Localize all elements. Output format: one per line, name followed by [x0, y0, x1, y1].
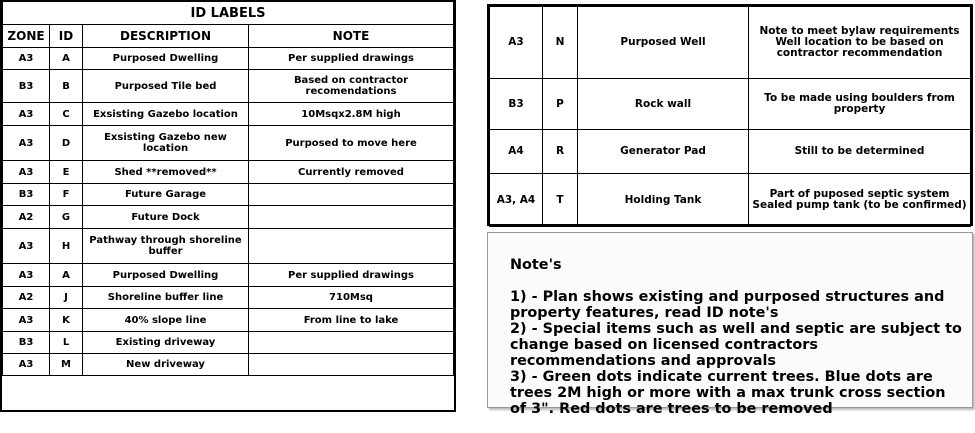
cell-id: C	[50, 103, 83, 126]
table-row	[3, 103, 454, 126]
table-row	[3, 264, 454, 287]
cell-zone: A3	[3, 161, 50, 184]
cell-note: Per supplied drawings	[249, 264, 454, 287]
cell-note	[249, 332, 454, 354]
cell-description: Purposed Tile bed	[83, 70, 249, 103]
cell-description: Exsisting Gazebo location	[83, 103, 249, 126]
cell-note	[249, 184, 454, 206]
cell-description: Existing driveway	[83, 332, 249, 354]
cell-id: R	[543, 130, 578, 174]
cell-description: 40% slope line	[83, 309, 249, 332]
cell-id: F	[50, 184, 83, 206]
cell-zone: A3	[3, 309, 50, 332]
cell-zone: B3	[490, 79, 543, 130]
cell-zone: A3	[3, 48, 50, 70]
id-labels-panel	[0, 0, 456, 412]
cell-zone: A3	[3, 103, 50, 126]
header-zone: ZONE	[3, 25, 50, 48]
table-title: ID LABELS	[3, 2, 454, 25]
cell-id: G	[50, 206, 83, 229]
cell-note: Still to be determined	[749, 130, 971, 174]
cell-zone: A3	[3, 354, 50, 376]
notes-panel	[487, 232, 973, 417]
table-row	[490, 130, 971, 174]
cell-zone: A2	[3, 206, 50, 229]
cell-id: M	[50, 354, 83, 376]
cell-id: H	[50, 229, 83, 264]
note-item: 2) - Special items such as well and septic are subject to change based on licensed contractors recommendations and approvals	[510, 321, 962, 369]
cell-description: Shoreline buffer line	[83, 287, 249, 309]
cell-description: Holding Tank	[578, 174, 749, 227]
table-row	[3, 70, 454, 103]
id-labels-continued-panel	[487, 4, 973, 226]
table-row	[3, 287, 454, 309]
header-id: ID	[50, 25, 83, 48]
cell-zone: A3	[3, 229, 50, 264]
table-row	[3, 126, 454, 161]
cell-zone: A3	[3, 126, 50, 161]
cell-zone: A2	[3, 287, 50, 309]
table-row	[3, 206, 454, 229]
cell-note: Based on contractor recomendations	[249, 70, 454, 103]
cell-note: Purposed to move here	[249, 126, 454, 161]
cell-zone: A3	[490, 7, 543, 79]
table-row	[3, 309, 454, 332]
cell-note: Part of puposed septic system Sealed pump tank (to be confirmed)	[749, 174, 971, 227]
table-row	[490, 174, 971, 227]
header-note: NOTE	[249, 25, 454, 48]
cell-id: L	[50, 332, 83, 354]
cell-note	[249, 206, 454, 229]
cell-description: New driveway	[83, 354, 249, 376]
cell-id: K	[50, 309, 83, 332]
cell-id: E	[50, 161, 83, 184]
cell-id: T	[543, 174, 578, 227]
id-labels-continued-body	[490, 7, 971, 227]
table-row	[3, 354, 454, 376]
cell-id: B	[50, 70, 83, 103]
notes-items	[510, 289, 964, 417]
table-row	[3, 184, 454, 206]
cell-id: N	[543, 7, 578, 79]
cell-zone: A4	[490, 130, 543, 174]
cell-note: Per supplied drawings	[249, 48, 454, 70]
id-labels-body	[3, 48, 454, 376]
cell-id: J	[50, 287, 83, 309]
cell-description: Exsisting Gazebo new location	[83, 126, 249, 161]
cell-note: 10Msqx2.8M high	[249, 103, 454, 126]
cell-description: Generator Pad	[578, 130, 749, 174]
cell-note: From line to lake	[249, 309, 454, 332]
header-description: DESCRIPTION	[83, 25, 249, 48]
table-row	[490, 79, 971, 130]
cell-description: Purposed Well	[578, 7, 749, 79]
notes-heading: Note's	[510, 257, 562, 273]
table-row	[3, 161, 454, 184]
id-labels-continued-table	[489, 6, 971, 227]
cell-id: A	[50, 264, 83, 287]
table-row	[3, 332, 454, 354]
cell-zone: B3	[3, 70, 50, 103]
cell-description: Purposed Dwelling	[83, 48, 249, 70]
cell-id: P	[543, 79, 578, 130]
notes-text	[510, 241, 964, 433]
id-labels-table	[2, 2, 454, 376]
table-row	[3, 229, 454, 264]
cell-description: Shed **removed**	[83, 161, 249, 184]
cell-description: Future Garage	[83, 184, 249, 206]
cell-note	[249, 229, 454, 264]
cell-zone: B3	[3, 184, 50, 206]
cell-note	[249, 354, 454, 376]
cell-zone: A3, A4	[490, 174, 543, 227]
cell-id: A	[50, 48, 83, 70]
cell-description: Future Dock	[83, 206, 249, 229]
cell-description: Rock wall	[578, 79, 749, 130]
table-row	[490, 7, 971, 79]
cell-id: D	[50, 126, 83, 161]
cell-description: Purposed Dwelling	[83, 264, 249, 287]
table-row	[3, 48, 454, 70]
cell-note: 710Msq	[249, 287, 454, 309]
cell-note: To be made using boulders from property	[749, 79, 971, 130]
cell-note: Note to meet bylaw requirements Well location to be based on contractor recommendation	[749, 7, 971, 79]
note-item: 3) - Green dots indicate current trees. Blue dots are trees 2M high or more with a max trunk cross section of 3". Red dots are trees to be removed	[510, 369, 946, 417]
cell-zone: B3	[3, 332, 50, 354]
note-item: 1) - Plan shows existing and purposed structures and property features, read ID note's	[510, 289, 945, 321]
cell-zone: A3	[3, 264, 50, 287]
cell-description: Pathway through shoreline buffer	[83, 229, 249, 264]
cell-note: Currently removed	[249, 161, 454, 184]
